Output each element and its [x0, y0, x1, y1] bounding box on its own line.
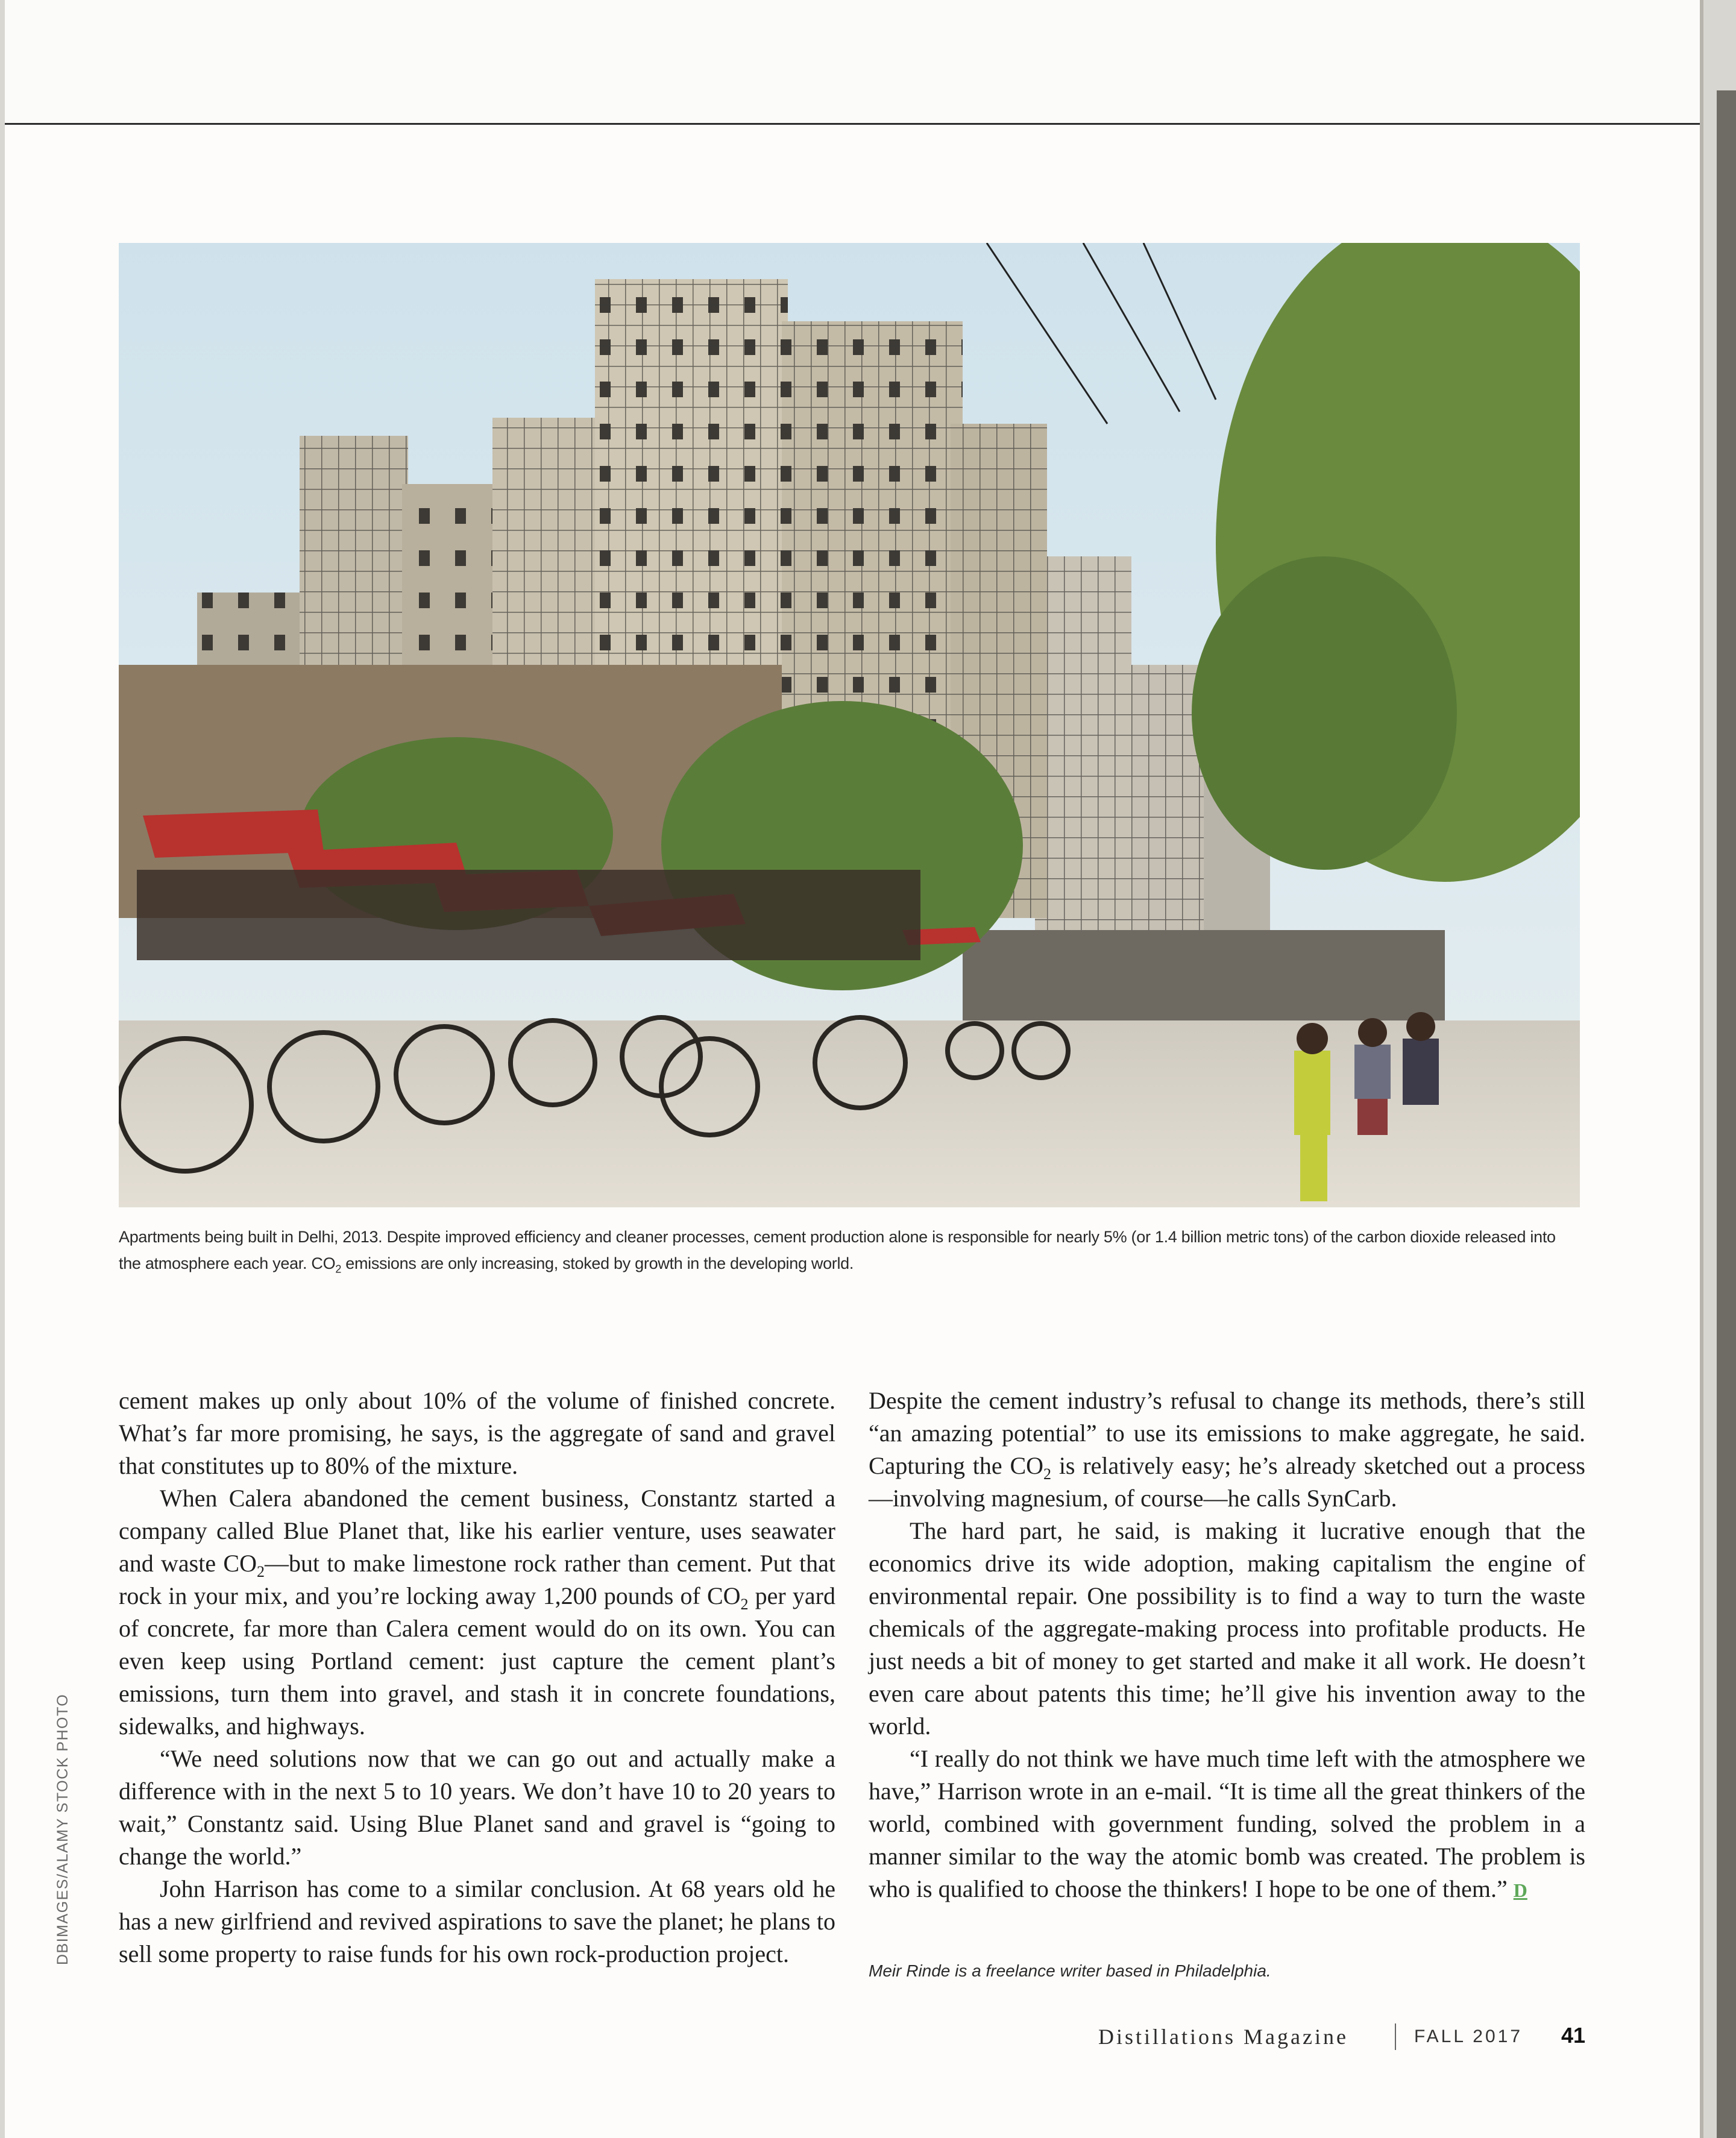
- paragraph: [119, 1482, 835, 1743]
- footer-issue: FALL 2017: [1414, 2026, 1523, 2046]
- paragraph-text: is relatively easy; he’s already sketched out a process—involving magnesium, of course—he calls SynCarb.: [869, 1452, 1585, 1512]
- header-rule: [0, 123, 1700, 125]
- article-photo: [119, 243, 1580, 1207]
- page-binding-edge: [0, 0, 5, 2138]
- facing-page-edge: [1717, 90, 1736, 2138]
- subscript: 2: [740, 1596, 749, 1613]
- page-top-margin-overlay: [0, 0, 1736, 123]
- caption-text-part1: Apartments being built in Delhi, 2013. Despite improved efficiency and cleaner processes, cement production alone is responsible for nearly 5% (or 1.4 billion metric tons) of the carbon dioxide released into the atmosphere each year. CO: [119, 1228, 1556, 1272]
- caption-text-part2: emissions are only increasing, stoked by growth in the developing world.: [341, 1254, 854, 1272]
- subscript: 2: [256, 1563, 265, 1580]
- paragraph-text: per yard of concrete, far more than Calera cement would do on its own. You can even keep using Portland cement: just capture the cement plant’s emissions, turn them into gravel, and stash it in concrete foundations, sidewalks, and highways.: [119, 1582, 835, 1740]
- page-right-edge: [1700, 0, 1736, 2138]
- article-column-right: [869, 1385, 1585, 1907]
- paragraph: [869, 1385, 1585, 1515]
- subscript: 2: [1043, 1465, 1052, 1483]
- photo-construction-delhi-icon: [119, 243, 1580, 1207]
- article-column-left: [119, 1385, 835, 1970]
- page-number: 41: [1561, 2023, 1586, 2048]
- footer-divider: [1395, 2023, 1396, 2050]
- paragraph-text: Despite the cement industry’s refusal to change its methods, there’s still “an amazing potential” to use its emissions to make aggregate, he said. Capturing the CO: [869, 1387, 1585, 1479]
- paragraph: John Harrison has come to a similar conclusion. At 68 years old he has a new girlfriend and revived aspirations to save the planet; he plans to sell some property to raise funds for his own rock-production project.: [119, 1875, 835, 1967]
- photo-credit: DBIMAGES/ALAMY STOCK PHOTO: [54, 1693, 71, 1965]
- footer-magazine-name: Distillations Magazine: [1098, 2025, 1348, 2049]
- paragraph-text: “I really do not think we have much time left with the atmosphere we have,” Harrison wrote in an e-mail. “It is time all the great thinkers of the world, combined with government funding, solved the problem in a manner similar to the way the atomic bomb was created. The problem is who is qualified to choose the thinkers! I hope to be one of them.”: [869, 1745, 1585, 1902]
- paragraph: The hard part, he said, is making it lucrative enough that the economics drive its wide adoption, making capitalism the engine of environmental repair. One possibility is to find a way to turn the waste chemicals of the aggregate-making process into profitable products. He just needs a bit of money to get started and make it all work. He doesn’t even care about patents this time; he’ll give his invention away to the world.: [869, 1517, 1585, 1740]
- author-bio: Meir Rinde is a freelance writer based in Philadelphia.: [869, 1961, 1271, 1980]
- paragraph: [869, 1743, 1585, 1907]
- end-mark-icon: D: [1513, 1879, 1527, 1901]
- paragraph: cement makes up only about 10% of the volume of finished concrete. What’s far more promising, he says, is the aggregate of sand and gravel that constitutes up to 80% of the mixture.: [119, 1387, 835, 1479]
- paragraph-text: When Calera abandoned the cement business, Constantz started a company called Blue Planet that, like his earlier venture, uses seawater and waste CO: [119, 1485, 835, 1577]
- photo-caption: [119, 1224, 1580, 1282]
- caption-subscript: 2: [335, 1263, 342, 1275]
- paragraph-text: —but to make limestone rock rather than cement. Put that rock in your mix, and you’re locking away 1,200 pounds of CO: [119, 1550, 835, 1609]
- page-edge-shadow: [1700, 0, 1703, 2138]
- paragraph: “We need solutions now that we can go out and actually make a difference with in the next 5 to 10 years. We don’t have 10 to 20 years to wait,” Constantz said. Using Blue Planet sand and gravel is “going to change the world.”: [119, 1745, 835, 1870]
